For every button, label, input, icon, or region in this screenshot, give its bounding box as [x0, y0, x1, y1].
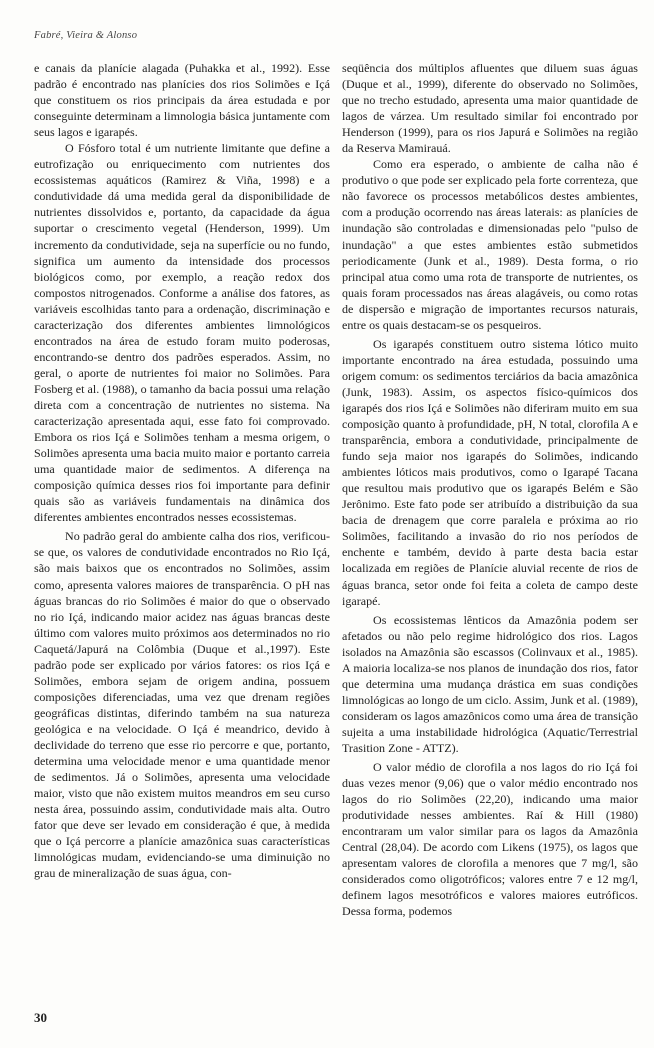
- right-column: [342, 60, 638, 919]
- paragraph: Os igarapés constituem outro sistema lótico muito importante encontrado na área estudada, possuindo uma origem comum: os sedimentos terciários da bacia amazônica (Junk, 1983). Assim, os aspectos físico-químicos dos igarapés dos rios Içá e Solimões não diferiram muito em sua composição quanto à profundidade, pH, N total, clorofila A e transparência, embora a condutividade, principalmente de fundo seja maior nos igarapés do Solimões, indicando ambientes lóticos mais produtivos, como o Igarapé Tacana que resultou mais produtivo que os igarapés Belém e São Jerônimo. Este fato pode ser atribuído a distribuição da sua bacia de drenagem que corre paralela e próxima ao rio Solimões, facilitando a invasão do rio nos períodos de enchente e também, devido à parte desta bacia estar localizada em regiões de Planície aluvial recente de rios de águas branca, setor onde foi feita a coleta de campo deste igarapé.: [342, 336, 638, 608]
- paragraph: Como era esperado, o ambiente de calha não é produtivo o que pode ser explicado pela forte correnteza, que não favorece os processos metabólicos destes ambientes, com a produção ocorrendo nas áreas laterais: as planícies de inundação são controladas e dimensionadas pelo "pulso de inundação" a que estes ambientes estão submetidos periodicamente (Junk et al., 1989). Desta forma, o rio principal atua como uma rota de transporte de nutrientes, os quais foram processados nas áreas alagáveis, ou como rotas de dispersão e migração de importantes recursos naturais, entre os quais destacam-se os pesqueiros.: [342, 157, 638, 332]
- left-column: [34, 60, 330, 881]
- running-header: Fabré, Vieira & Alonso: [34, 30, 138, 41]
- paragraph: No padrão geral do ambiente calha dos rios, verificou-se que, os valores de condutividade encontrados no Rio Içá, são mais baixos que os encontrados no Solimões, assim como, apresenta valores maiores de transparência. O pH nas águas brancas do rio Solimões é maior do que o observado no rio Içá, indicando maior acidez nas águas brancas deste último com valores muito próximos aos determinados no rio Caquetá/Japurá na Colômbia (Duque et al.,1997). Este padrão pode ser explicado por vários fatores: os rios Içá e Solimões, embora sejam de origem andina, possuem composições diferenciadas, uma vez que drenam regiões geográficas distintas, diferindo também na sua natureza geológica e na velocidade. O Içá é meandrico, devido à declividade do terreno que esse rio percorre e que, portanto, determina uma velocidade menor e uma quantidade menor de sedimentos. Já o Solimões, apresenta uma velocidade maior, visto que não existem muitos meandros em seu curso nesta área, possuindo assim, condutividade mais alta. Outro fator que deve ser levado em consideração é que, à medida que o Içá percorre a planície amazônica suas características limnológicas mudam, evidenciando-se uma diminuição no grau de mineralização de suas água, con-: [34, 529, 330, 881]
- paragraph: Os ecossistemas lênticos da Amazônia podem ser afetados ou não pelo regime hidrológico dos rios. Lagos isolados na Amazônia são escassos (Colinvaux et al., 1985). A maioria localiza-se nos planos de inundação dos rios, fator que determina uma mudança drástica em suas condições limnológicas ao longo de um ciclo. Assim, Junk et al. (1989), consideram os lagos amazônicos como uma área de transição sujeita a uma instabilidade hidrológica (Aquatic/Terrestrial Trasition Zone - ATTZ).: [342, 612, 638, 755]
- paragraph: seqüência dos múltiplos afluentes que diluem suas águas (Duque et al., 1999), diferente do observado no Solimões, que no trecho estudado, apresenta uma maior quantidade de lagos de várzea. Um resultado similar foi encontrado por Henderson (1999), para os rios Japurá e Solimões na região da Reserva Mamirauá.: [342, 61, 638, 156]
- paragraph: e canais da planície alagada (Puhakka et al., 1992). Esse padrão é encontrado nas planícies dos rios Solimões e Içá que constituem os rios principais da área estudada e por conseguinte determinam a limnologia básica juntamente com seus lagos e igarapés.: [34, 61, 330, 140]
- page-number: 30: [34, 1010, 47, 1025]
- paragraph: O Fósforo total é um nutriente limitante que define a eutrofização ou enriquecimento com nutrientes dos ecossistemas aquáticos (Ramirez & Viña, 1998) e a condutividade dá uma medida geral da disponibilidade de nutrientes dissolvidos e, portanto, da capacidade da água suportar o crescimento vegetal (Henderson, 1999). Um incremento da condutividade, seja na superfície ou no fundo, significa um aumento da intensidade dos processos biológicos como, por exemplo, a reação redox dos compostos nitrogenados. Conforme a análise dos fatores, as variáveis escolhidas tanto para a ordenação, discriminação e caracterização dos diferentes ambientes limnológicos encontrados na área de estudo foram muito poderosas, encontrando-se dentro dos padrões esperados. Assim, no geral, o aporte de nutrientes foi maior no Solimões. Para Fosberg et al. (1988), o tamanho da bacia possui uma relação direta com a concentração de nutrientes no sistema. Na caracterização apresentada aqui, esse fato foi comprovado. Embora os rios Içá e Solimões tenham a mesma origem, o Solimões apresenta uma bacia muito maior e portanto carreia uma quantidade maior de sedimentos. A diferença na composição química desses rios foi importante para definir quais são as variáveis fundamentais na dinâmica dos diferentes ambientes encontrados nesses ecossistemas.: [34, 141, 330, 525]
- paragraph: O valor médio de clorofila a nos lagos do rio Içá foi duas vezes menor (9,06) que o valor médio encontrado nos lagos do rio Solimões (22,20), indicando uma maior produtividade nesses ambientes. Raí & Hill (1980) encontraram um valor similar para os lagos da Amazônia Central (28,04). De acordo com Likens (1975), os lagos que apresentam valores de clorofila a menores que 7 mg/l, são considerados como oligotróficos; valores entre 7 e 12 mg/l, definem lagos mesotróficos e valores maiores eutróficos. Dessa forma, podemos: [342, 760, 638, 919]
